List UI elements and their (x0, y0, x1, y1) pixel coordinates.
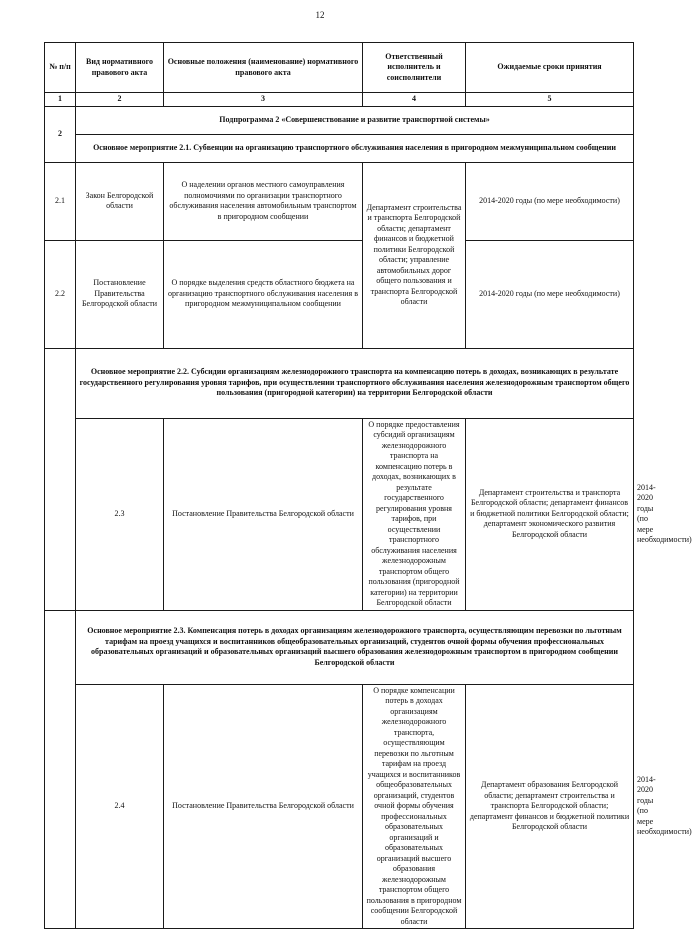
row-number: 2.3 (76, 418, 164, 610)
act-type: Постановление Правительства Белгородской области (164, 418, 363, 610)
expected-terms: 2014-2020 годы (по мере необходимости) (466, 240, 634, 348)
row-number: 2.2 (45, 240, 76, 348)
act-content: О порядке выделения средств областного бюджета на организацию транспортного обслуживания населения в пригородном межмуниципальном сообщении (164, 240, 363, 348)
expected-terms: 2014-2020 годы (по мере необходимости) (466, 162, 634, 240)
act-type: Постановление Правительства Белгородской области (164, 684, 363, 929)
event-row (45, 610, 634, 684)
row-number-blank (45, 348, 76, 610)
event-2-3-title: Основное мероприятие 2.3. Компенсация потерь в доходах организациям железнодорожного транспорта, осуществляющим перевозки по льготным тарифам на проезд учащихся и воспитанников общеобразовательных организаций, студентов очной формы обучения профессиональных образовательных организаций и образовательных организаций высшего образования железнодорожным транспортом в пригородном сообщении Белгородской области (76, 610, 634, 684)
event-2-1-title: Основное мероприятие 2.1. Субвенции на организацию транспортного обслуживания населения в пригородном межмуниципальном сообщении (76, 134, 634, 162)
column-number: 1 (45, 93, 76, 107)
column-number: 2 (76, 93, 164, 107)
row-number-blank (45, 610, 76, 929)
column-number: 4 (363, 93, 466, 107)
responsible-departments: Департамент строительства и транспорта Белгородской области; департамент финансов и бюджетной политики Белгородской области; департамент экономического развития Белгородской области (466, 418, 634, 610)
responsible-departments: Департамент строительства и транспорта Белгородской области; департамент финансов и бюджетной политики Белгородской области; управление автомобильных дорог общего пользования и транспорта Белгородской области (363, 162, 466, 348)
act-content: О наделении органов местного самоуправления полномочиями по организации транспортного обслуживания населения автомобильным транспортом в пригородном сообщении (164, 162, 363, 240)
header-responsible: Ответственный исполнитель и соисполнители (363, 43, 466, 93)
table-row (45, 162, 634, 240)
act-type: Закон Белгородской области (76, 162, 164, 240)
page-number: 12 (315, 10, 325, 20)
subprogram-number: 2 (45, 106, 76, 162)
subprogram-row (45, 106, 634, 134)
header-number: № п/п (45, 43, 76, 93)
column-number: 3 (164, 93, 363, 107)
header-terms: Ожидаемые сроки принятия (466, 43, 634, 93)
column-number: 5 (466, 93, 634, 107)
act-content: О порядке предоставления субсидий организациям железнодорожного транспорта на компенсацию потерь в доходах, возникающих в результате государственного регулирования уровня тарифов, при осуществлении транспортного обслуживания населения железнодорожным транспортом общего пользования (пригородной категории) на территории Белгородской области (363, 418, 466, 610)
row-number: 2.1 (45, 162, 76, 240)
act-type: Постановление Правительства Белгородской области (76, 240, 164, 348)
table-row (45, 240, 634, 348)
header-act-type: Вид нормативного правового акта (76, 43, 164, 93)
event-row (45, 348, 634, 418)
row-number: 2.4 (76, 684, 164, 929)
header-act-content: Основные положения (наименование) нормативного правового акта (164, 43, 363, 93)
subprogram-title: Подпрограмма 2 «Совершенствование и развитие транспортной системы» (76, 106, 634, 134)
table-row: 2.4 Постановление Правительства Белгородской области О порядке компенсации потерь в доходах организациям железнодорожного транспорта, осуществляющим перевозки по льготным тарифам на проезд учащихся и воспитанников общеобразовательных организаций, студентов очной формы обучения профессиональных образовательных организаций и образовательных организаций высшего образования железнодорожным транспортом общего пользования в пригородном сообщении Белгородской области Департамент образования Белгородской области; департамент строительства и транспорта Белгородской области; департамент финансов и бюджетной политики Белгородской области 2014-2020 годы (по мере необходимости) (45, 684, 634, 929)
table-row: 2.3 Постановление Правительства Белгородской области О порядке предоставления субсидий организациям железнодорожного транспорта на компенсацию потерь в доходах, возникающих в результате государственного регулирования уровня тарифов, при осуществлении транспортного обслуживания населения железнодорожным транспортом общего пользования (пригородной категории) на территории Белгородской области Департамент строительства и транспорта Белгородской области; департамент финансов и бюджетной политики Белгородской области; департамент экономического развития Белгородской области 2014-2020 годы (по мере необходимости) (45, 418, 634, 610)
table-header-row (45, 43, 634, 93)
event-row (45, 134, 634, 162)
act-content: О порядке компенсации потерь в доходах организациям железнодорожного транспорта, осуществляющим перевозки по льготным тарифам на проезд учащихся и воспитанников общеобразовательных организаций, студентов очной формы обучения профессиональных образовательных организаций и образовательных организаций высшего образования железнодорожным транспортом общего пользования в пригородном сообщении Белгородской области (363, 684, 466, 929)
legal-acts-table (44, 42, 692, 929)
column-number-row (45, 93, 634, 107)
event-2-2-title: Основное мероприятие 2.2. Субсидии организациям железнодорожного транспорта на компенсацию потерь в доходах, возникающих в результате государственного регулирования уровня тарифов, при осуществлении транспортного обслуживания населения железнодорожным транспортом общего пользования (пригородной категории) на территории Белгородской области (76, 348, 634, 418)
responsible-departments: Департамент образования Белгородской области; департамент строительства и транспорта Белгородской области; департамент финансов и бюджетной политики Белгородской области (466, 684, 634, 929)
